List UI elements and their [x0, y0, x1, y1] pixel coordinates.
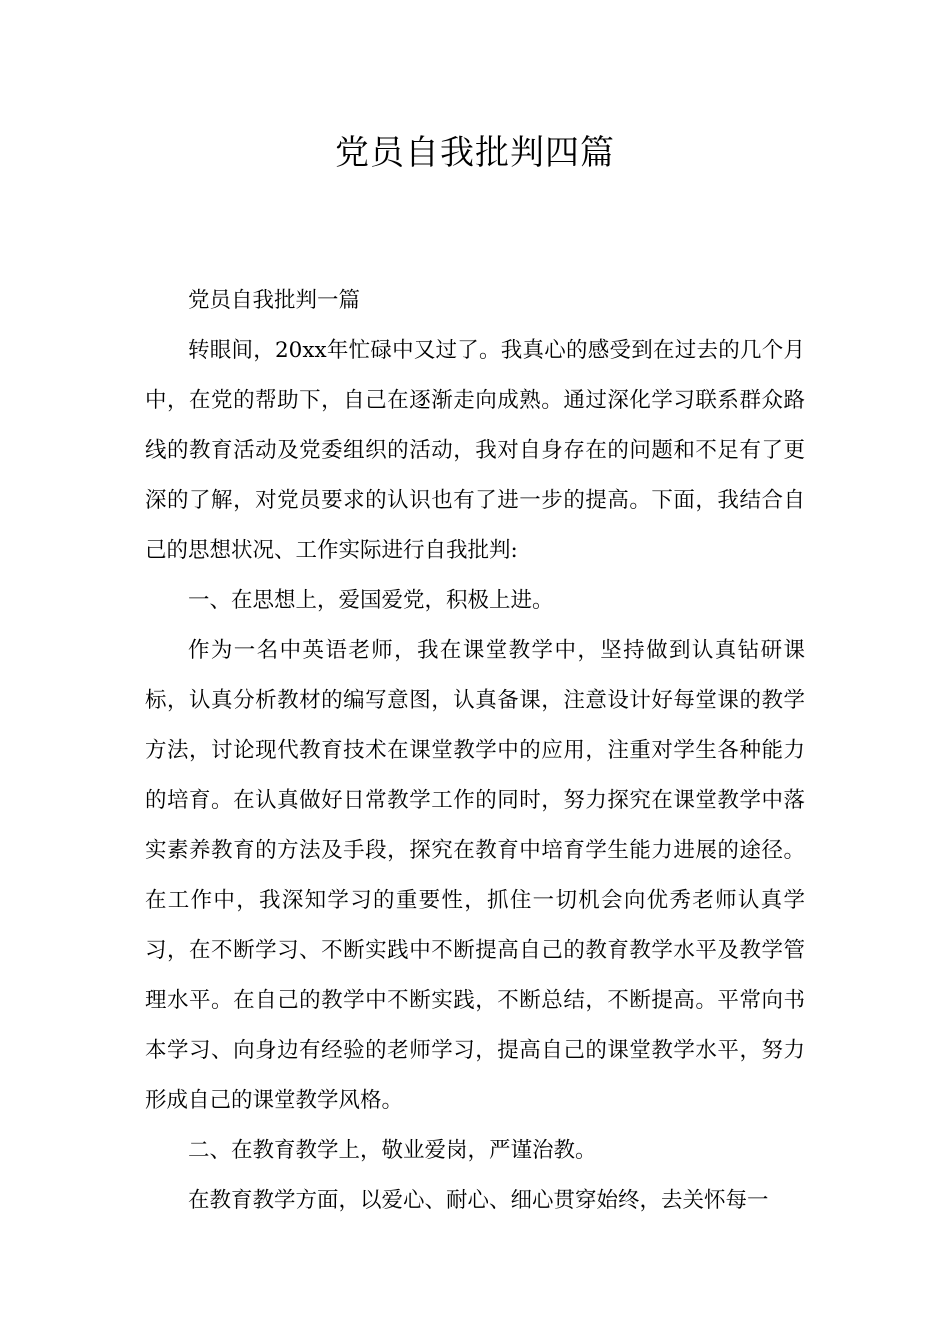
paragraph-heading-1: 一、在思想上，爱国爱党，积极上进。	[188, 588, 554, 613]
document-body	[145, 276, 805, 1226]
paragraph-intro: 转眼间，20xx年忙碌中又过了。我真心的感受到在过去的几个月中，在党的帮助下，自己在逐渐走向成熟。通过深化学习联系群众路线的教育活动及党委组织的活动，我对自身存在的问题和不足有了更深的了解，对党员要求的认识也有了进一步的提高。下面，我结合自己的思想状况、工作实际进行自我批判:	[145, 338, 805, 563]
document-title: 党员自我批判四篇	[335, 133, 615, 173]
paragraph-teaching: 作为一名中英语老师，我在课堂教学中，坚持做到认真钻研课标，认真分析教材的编写意图，认真备课，注意设计好每堂课的教学方法，讨论现代教育技术在课堂教学中的应用，注重对学生各种能力的培育。在认真做好日常教学工作的同时，努力探究在课堂教学中落实素养教育的方法及手段，探究在教育中培育学生能力进展的途径。在工作中，我深知学习的重要性，抓住一切机会向优秀老师认真学习，在不断学习、不断实践中不断提高自己的教育教学水平及教学管理水平。在自己的教学中不断实践，不断总结，不断提高。平常向书本学习、向身边有经验的老师学习，提高自己的课堂教学水平，努力形成自己的课堂教学风格。	[145, 638, 805, 1113]
paragraph-section-heading: 党员自我批判一篇	[188, 288, 361, 313]
paragraph-heading-2: 二、在教育教学上，敬业爱岗，严谨治教。	[188, 1138, 597, 1163]
paragraph-education: 在教育教学方面，以爱心、耐心、细心贯穿始终，去关怀每一	[188, 1188, 769, 1213]
